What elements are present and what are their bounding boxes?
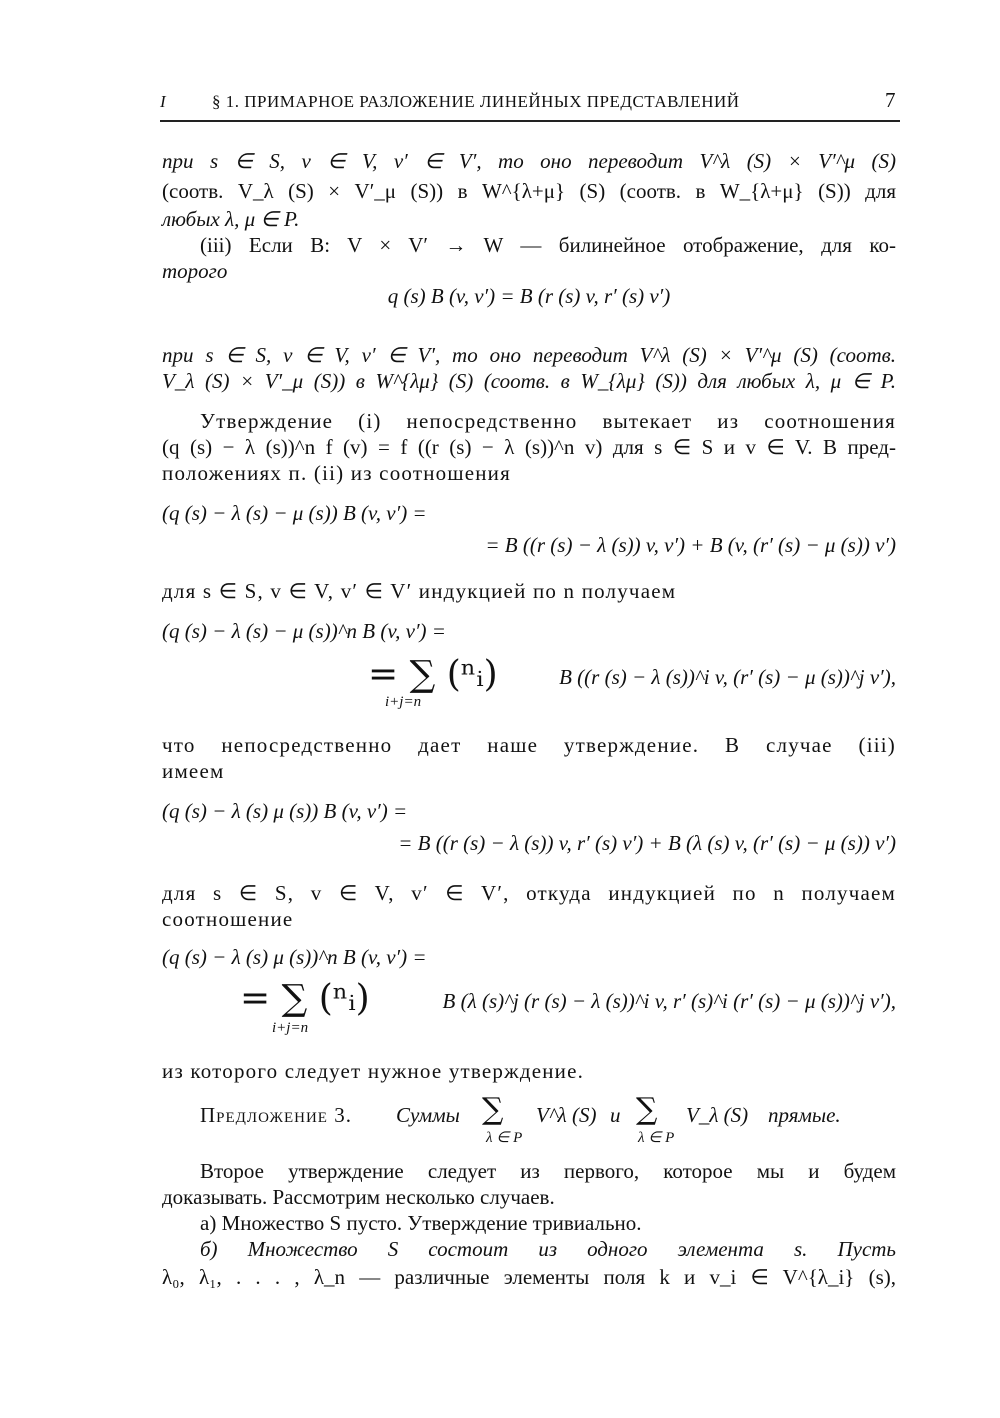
text-line: положениях п. (ii) из соотношения	[162, 461, 511, 485]
text-line: доказывать. Рассмотрим несколько случаев.	[162, 1185, 555, 1209]
text-line: а) Множество S пусто. Утверждение тривиально.	[200, 1211, 642, 1235]
header-mark: I	[160, 92, 167, 111]
text-line: из которого следует нужное утверждение.	[162, 1059, 585, 1083]
text-line: Утверждение (i) непосредственно вытекает из соотношения	[200, 409, 896, 433]
sum-symbol: ∑	[636, 1092, 658, 1127]
text-line: V_λ (S) × V′_μ (S)) в W^{λμ} (S) (соотв. в W_{λμ} (S)) для любых λ, μ ∈ P.	[162, 369, 896, 393]
text-line: имеем	[162, 759, 225, 783]
text-line: для s ∈ S, v ∈ V, v′ ∈ V′ индукцией по n получаем	[162, 579, 677, 603]
text-line: (q (s) − λ (s))^n f (v) = f ((r (s) − λ (s))^n v) для s ∈ S и v ∈ V. В пред-	[162, 435, 896, 459]
sum-index: i+j=n	[385, 694, 422, 710]
equation: (q (s) − λ (s) − μ (s)) B (v, v′) =	[162, 501, 427, 525]
proposition-heading: Предложение 3.	[200, 1103, 352, 1127]
equation: B (λ (s)^j (r (s) − λ (s))^i v, r′ (s)^i (r′ (s) − μ (s))^j v′),	[442, 989, 896, 1013]
text-line: что непосредственно дает наше утверждение. В случае (iii)	[162, 733, 896, 757]
sum-index: λ ∈ P	[486, 1130, 523, 1146]
text-line: λ₀, λ₁, . . . , λ_n — различные элементы поля k и v_i ∈ V^{λ_i} (s),	[162, 1265, 896, 1289]
sum-index: i+j=n	[272, 1020, 309, 1036]
equation: q (s) B (v, v′) = B (r (s) v, r′ (s) v′)	[387, 284, 671, 308]
proposition-text: Суммы	[396, 1103, 460, 1127]
equation: (q (s) − λ (s) μ (s)) B (v, v′) =	[162, 799, 408, 823]
proposition-text: V^λ (S)	[536, 1103, 597, 1127]
text-line: б) Множество S состоит из одного элемента s. Пусть	[200, 1237, 896, 1261]
sum-symbol: = ∑ (ⁿᵢ)	[368, 654, 498, 695]
header-title: § 1. ПРИМАРНОЕ РАЗЛОЖЕНИЕ ЛИНЕЙНЫХ ПРЕДСТАВЛЕНИЙ	[212, 92, 740, 111]
running-header	[160, 88, 900, 118]
equation: (q (s) − λ (s) − μ (s))^n B (v, v′) =	[162, 619, 446, 643]
equation: (q (s) − λ (s) μ (s))^n B (v, v′) =	[162, 945, 427, 969]
sum-index: λ ∈ P	[638, 1130, 675, 1146]
text-line: торого	[162, 259, 228, 283]
equation: B ((r (s) − λ (s))^i v, (r′ (s) − μ (s))^j v′),	[559, 665, 896, 689]
text-line: соотношение	[162, 907, 294, 931]
equation: = B ((r (s) − λ (s)) v, r′ (s) v′) + B (λ (s) v, (r′ (s) − μ (s)) v′)	[398, 831, 896, 855]
sum-symbol: = ∑ (ⁿᵢ)	[240, 978, 370, 1019]
text-line: для s ∈ S, v ∈ V, v′ ∈ V′, откуда индукцией по n получаем	[162, 881, 896, 905]
sum-symbol: ∑	[482, 1092, 504, 1127]
text-line: Второе утверждение следует из первого, которое мы и будем	[200, 1159, 896, 1183]
header-rule	[160, 120, 900, 122]
text-line: любых λ, μ ∈ P.	[162, 207, 300, 231]
text-line: (соотв. V_λ (S) × V′_μ (S)) в W^{λ+μ} (S) (соотв. в W_{λ+μ} (S)) для	[162, 179, 896, 203]
proposition-text: и	[610, 1103, 621, 1127]
equation: = B ((r (s) − λ (s)) v, v′) + B (v, (r′ (s) − μ (s)) v′)	[485, 533, 896, 557]
page-number: 7	[885, 88, 896, 112]
text-line: при s ∈ S, v ∈ V, v′ ∈ V′, то оно переводит V^λ (S) × V′^μ (S) (соотв.	[162, 343, 896, 367]
text-line: (iii) Если B: V × V′ → W — билинейное отображение, для ко-	[200, 233, 896, 257]
proposition-text: прямые.	[768, 1103, 841, 1127]
proposition-text: V_λ (S)	[686, 1103, 749, 1127]
text-line: при s ∈ S, v ∈ V, v′ ∈ V′, то оно переводит V^λ (S) × V′^μ (S)	[162, 149, 896, 173]
